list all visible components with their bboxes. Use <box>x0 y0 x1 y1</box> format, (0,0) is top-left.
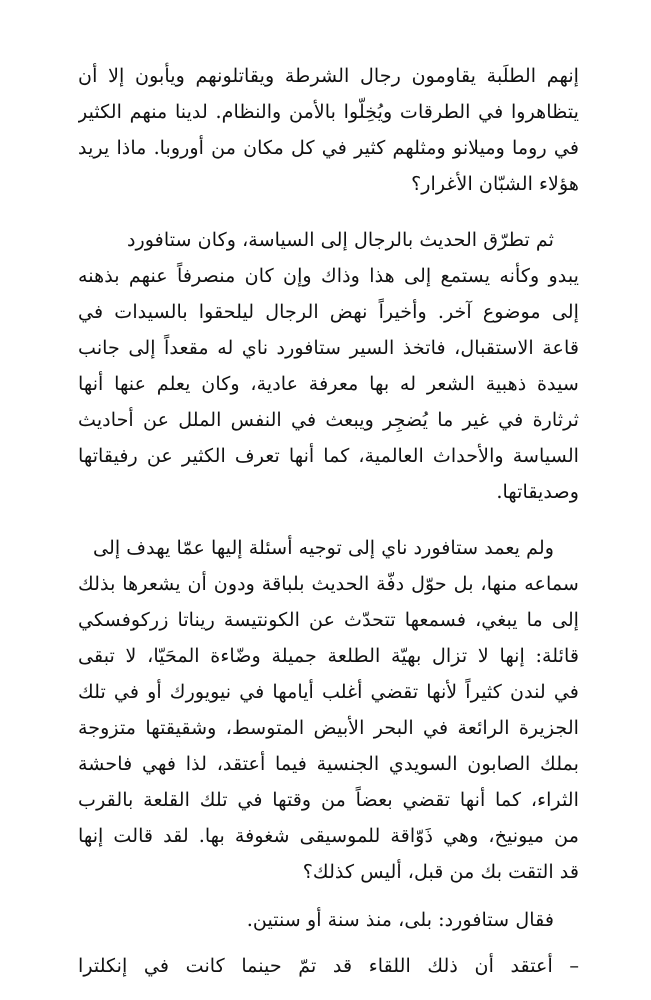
text-line: قاعة الاستقبال، فاتخذ السير ستافورد ناي له مقعداً إلى جانب <box>78 336 579 359</box>
text-line: السياسة والأحداث العالمية، كما أنها تعرف الكثير عن رفيقاتها <box>78 444 579 467</box>
text-line: الثراء، كما أنها تقضي بعضاً من وقتها في تلك القلعة بالقرب <box>78 788 579 811</box>
text-line: ثم تطرّق الحديث بالرجال إلى السياسة، وكان ستافورد <box>126 228 554 251</box>
text-line: في لندن كثيراً لأنها تقضي أغلب أيامها في نيويورك أو في تلك <box>78 680 579 703</box>
text-line: – أعتقد أن ذلك اللقاء قد تمّ حينما كانت في إنكلترا <box>78 954 579 977</box>
text-line: يبدو وكأنه يستمع إلى هذا وذاك وإن كان منصرفاً عنهم بذهنه <box>78 264 579 287</box>
text-line: ولم يعمد ستافورد ناي إلى توجيه أسئلة إليها عمّا يهدف إلى <box>92 536 554 559</box>
text-line: بملك الصابون السويدي الجنسية فيما أعتقد، لذا فهي فاحشة <box>78 752 579 775</box>
text-line: إلى ما يبغي، فسمعها تتحدّث عن الكونتيسة ريناتا زركوفسكي <box>78 608 579 631</box>
text-line: قائلة: إنها لا تزال بهيّة الطلعة جميلة وضّاءة المحَيّا، لا تبقى <box>78 644 579 667</box>
text-line: فقال ستافورد: بلى، منذ سنة أو سنتين. <box>246 908 554 931</box>
text-line: من ميونيخ، وهي ذَوّاقة للموسيقى شغوفة بها. لقد قالت إنها <box>78 824 579 847</box>
text-line: إنهم الطلَبة يقاومون رجال الشرطة ويقاتلونهم ويأبون إلا أن <box>78 64 579 87</box>
text-line: في روما وميلانو ومثلهم كثير في كل مكان من أوروبا. ماذا يريد <box>78 136 579 159</box>
text-line: الجزيرة الرائعة في البحر الأبيض المتوسط، وشقيقتها متزوجة <box>78 716 579 739</box>
text-line: سماعه منها، بل حوّل دفّة الحديث بلباقة ودون أن يشعرها بذلك <box>78 572 579 595</box>
text-line: يتظاهروا في الطرقات ويُخِلّوا بالأمن والنظام. لدينا منهم الكثير <box>78 100 579 123</box>
text-line: سيدة ذهبية الشعر له بها معرفة عادية، وكان يعلم عنها أنها <box>78 372 579 395</box>
text-line: قد التقت بك من قبل، أليس كذلك؟ <box>302 860 579 883</box>
text-line: إلى موضوع آخر. وأخيراً نهض الرجال ليلحقوا بالسيدات في <box>78 300 579 323</box>
text-line: ثرثارة في غير ما يُضجِر ويبعث في النفس الملل عن أحاديث <box>78 408 579 431</box>
book-page <box>0 30 651 1000</box>
text-line: هؤلاء الشبّان الأغرار؟ <box>411 172 579 195</box>
text-line: وصديقاتها. <box>496 480 579 503</box>
